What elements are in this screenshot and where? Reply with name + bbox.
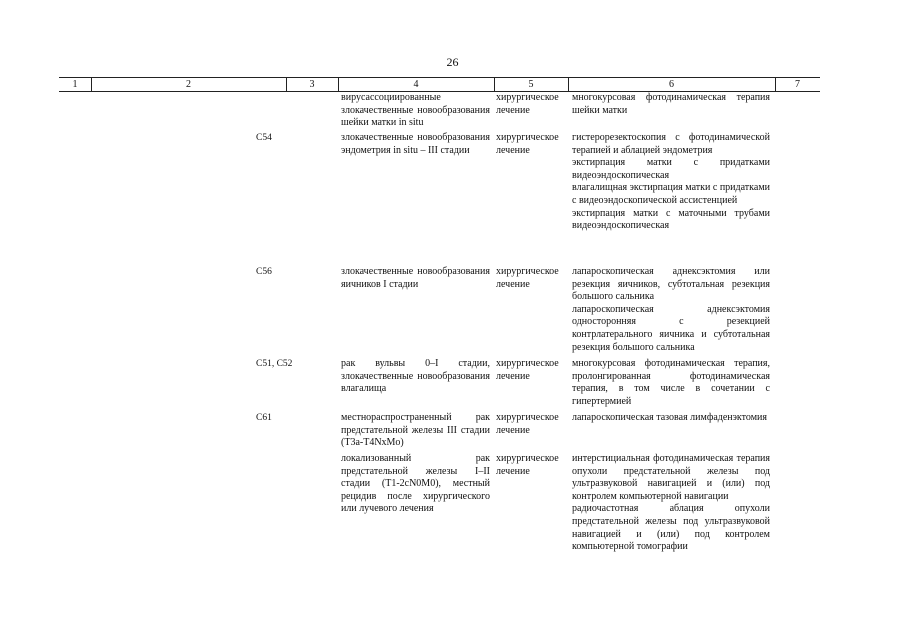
method-item: экстирпация матки с придатками видеоэндоскопическая bbox=[572, 157, 770, 181]
method-item: лапароскопическая аднексэктомия или резекция яичников, субтотальная резекция большого сальника bbox=[572, 266, 770, 303]
column-header-7: 7 bbox=[795, 79, 800, 90]
icd-code-cell: C56 bbox=[256, 267, 272, 277]
page-number: 26 bbox=[446, 55, 459, 69]
treatment-cell: хирургическое лечение bbox=[496, 266, 559, 290]
diagnosis-cell: местнораспространенный рак предстательной железы III стадии (T3a-T4NxMo) bbox=[341, 412, 490, 449]
column-header-5: 5 bbox=[528, 79, 534, 90]
method-item: гистерорезектоскопия с фотодинамической терапией и аблацией эндометрия bbox=[572, 132, 770, 156]
icd-code-cell: C54 bbox=[256, 133, 272, 143]
method-item: радиочастотная аблация опухоли предстательной железы под ультразвуковой навигацией и (или) под контролем компьютерной томографии bbox=[572, 503, 770, 553]
methods-cell bbox=[572, 92, 770, 117]
treatment-cell: хирургическое лечение bbox=[496, 132, 559, 156]
method-item: влагалищная экстирпация матки с придатками с видеоэндоскопической ассистенцией bbox=[572, 182, 770, 206]
treatment-cell: хирургическое лечение bbox=[496, 358, 559, 382]
method-item: экстирпация матки с маточными трубами видеоэндоскопическая bbox=[572, 207, 770, 232]
method-item: многокурсовая фотодинамическая терапия, пролонгированная фотодинамическая терапия, в том числе в сочетании с гипертермией bbox=[572, 358, 770, 407]
methods-cell bbox=[572, 266, 770, 354]
methods-cell bbox=[572, 453, 770, 554]
diagnosis-cell: злокачественные новообразования эндометрия in situ – III стадии bbox=[341, 132, 490, 156]
diagnosis-cell: локализованный рак предстательной железы I–II стадии (T1-2cN0M0), местный рецидив после хирургического или лучевого лечения bbox=[341, 453, 490, 515]
methods-cell bbox=[572, 412, 770, 425]
diagnosis-cell: злокачественные новообразования яичников I стадии bbox=[341, 266, 490, 290]
method-item: лапароскопическая тазовая лимфаденэктомия bbox=[572, 412, 767, 423]
treatment-cell: хирургическое лечение bbox=[496, 92, 559, 116]
column-header-2: 2 bbox=[186, 79, 191, 90]
table-header bbox=[59, 77, 820, 92]
icd-code-cell: C51, C52 bbox=[256, 359, 293, 369]
column-header-6: 6 bbox=[669, 79, 674, 90]
methods-cell bbox=[572, 358, 770, 408]
column-header-3: 3 bbox=[309, 79, 315, 90]
diagnosis-cell: вирусассоциированные злокачественные новообразования шейки матки in situ bbox=[341, 92, 490, 129]
column-header-1: 1 bbox=[72, 79, 78, 90]
diagnosis-cell: рак вульвы 0–I стадии, злокачественные новообразования влагалища bbox=[341, 358, 490, 395]
method-item: многокурсовая фотодинамическая терапия шейки матки bbox=[572, 92, 770, 116]
method-item: интерстициальная фотодинамическая терапия опухоли предстательной железы под ультразвуковой навигацией и (или) под контролем компьютерной навигации bbox=[572, 453, 770, 502]
treatment-cell: хирургическое лечение bbox=[496, 412, 559, 436]
icd-code-cell: C61 bbox=[256, 413, 272, 423]
method-item: лапароскопическая аднексэктомия односторонняя с резекцией контрлатерального яичника и субтотальная резекция большого сальника bbox=[572, 303, 770, 353]
column-header-4: 4 bbox=[413, 79, 419, 90]
methods-cell bbox=[572, 132, 770, 233]
treatment-cell: хирургическое лечение bbox=[496, 453, 559, 477]
